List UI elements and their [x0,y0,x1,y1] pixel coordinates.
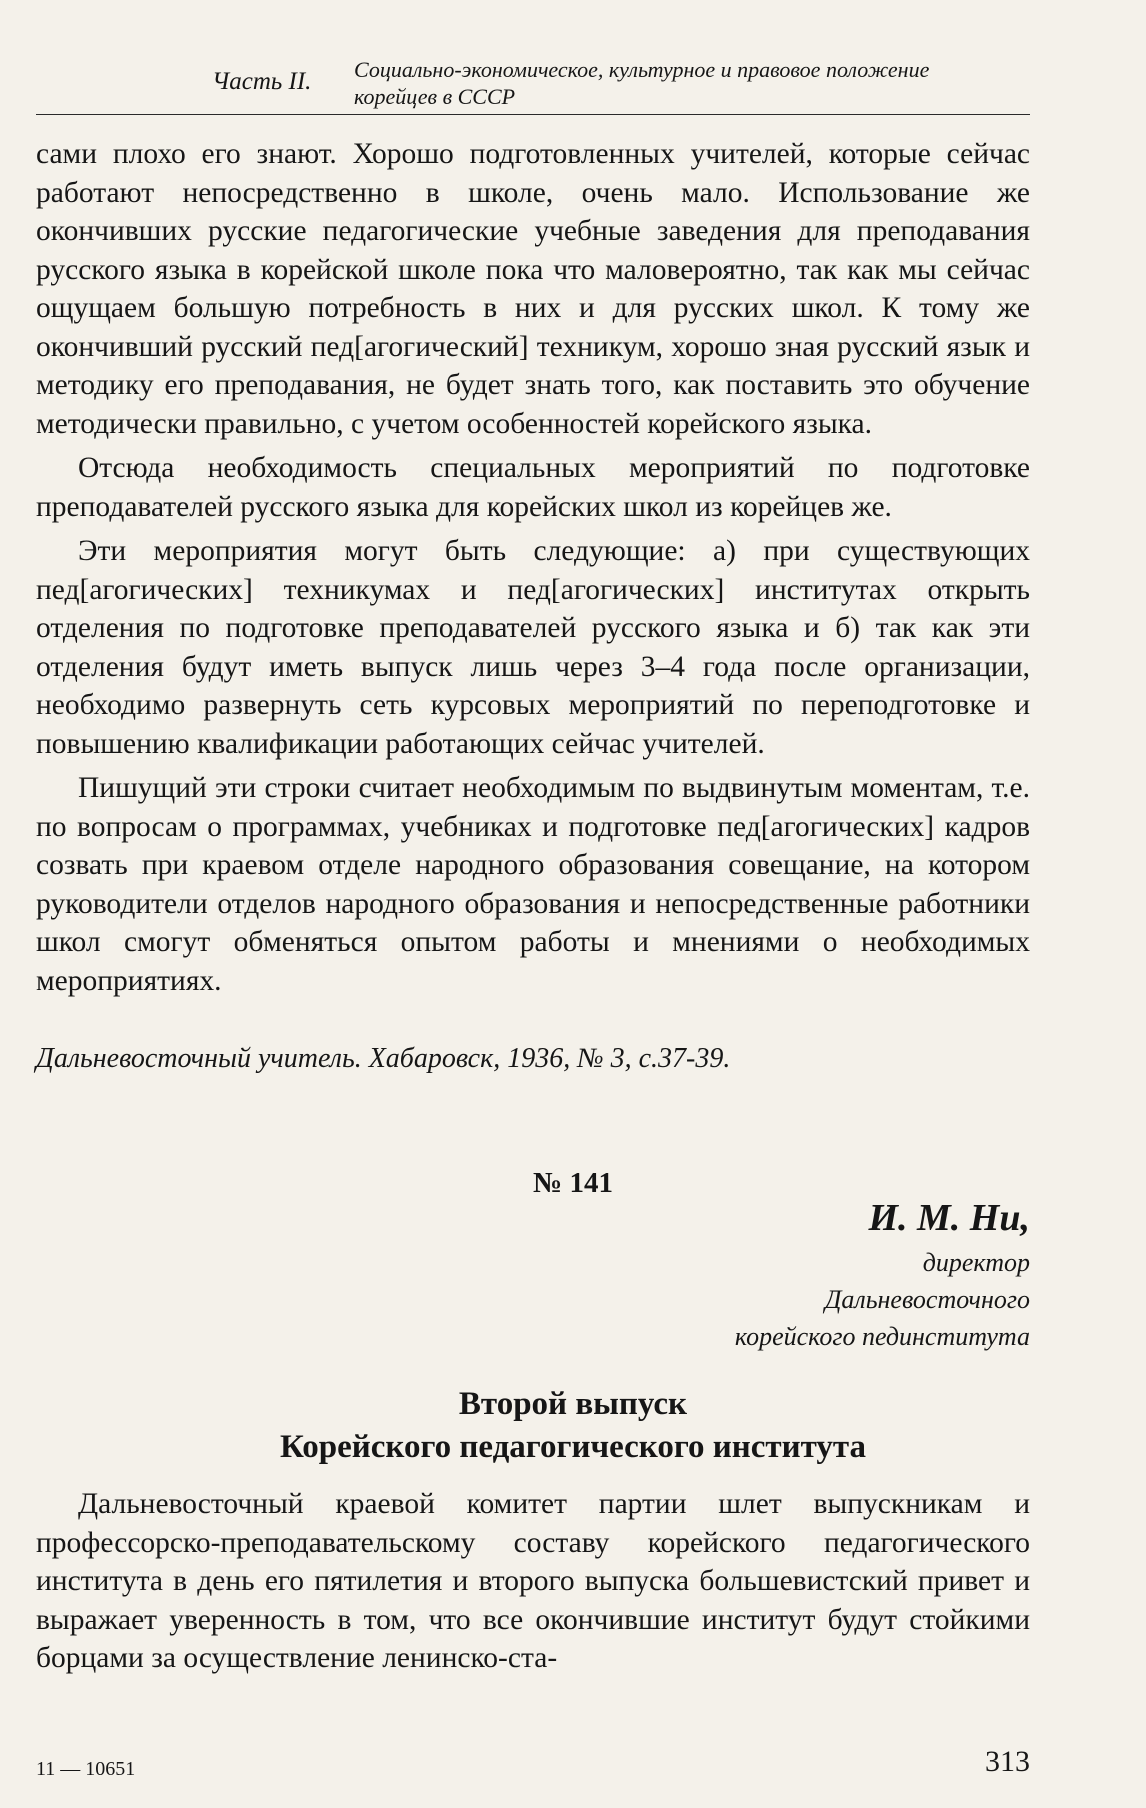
paragraph-4: Пишущий эти строки считает необходимым по выдвинутым моментам, т.е. по вопросам о программах, учебниках и подготовке пед[агогических] кадров созвать при краевом отделе народного образования совещание, на котором руководители отделов народного образования и непосредственные работники школ смогут обменяться опытом работы и мнениями о необходимых мероприятиях. [36,772,1030,997]
running-head-part: Часть II. [212,68,312,95]
section-heading [0,1383,1146,1469]
heading-line1: Второй выпуск [458,1386,688,1422]
signature-title: директор [922,1248,1030,1277]
signature-block [735,1192,1030,1355]
paragraph-3: Эти мероприятия могут быть следующие: а) при существующих пед[агогических] техникумах и пед[агогических] институтах открыть отделения по подготовке преподавателей русского языка и б) так как эти отделения будут иметь выпуск лишь через 3–4 года после организации, необходимо развернуть сеть курсовых мероприятий по переподготовке и повышению квалификации работающих сейчас учителей. [36,535,1030,760]
running-head [36,52,1030,115]
body-text-section2 [36,1485,1030,1678]
paragraph-1: сами плохо его знают. Хорошо подготовленных учителей, которые сейчас работают непосредственно в школе, очень мало. Использование же окончивших русские педагогические учебные заведения для преподавания русского языка в корейской школе пока что маловероятно, так как мы сейчас ощущаем большую потребность в них и для русских школ. К тому же окончивший русский пед[агогический] техникум, хорошо зная русский язык и методику его преподавания, не будет знать того, как поставить это обучение методически правильно, с учетом особенностей корейского языка. [36,138,1030,440]
signature-institution-line2: корейского пединститута [734,1322,1030,1351]
body-text [36,135,1030,1000]
source-citation: Дальневосточный учитель. Хабаровск, 1936, № 3, с.37-39. [36,1043,731,1074]
running-head-title-line1: Социально-экономическое, культурное и правовое положение [354,57,930,82]
signature-name: И. М. Ни, [868,1197,1030,1239]
paragraph-2: Отсюда необходимость специальных мероприятий по подготовке преподавателей русского языка для корейских школ из корейцев же. [36,452,1030,523]
signature-mark: 11 — 10651 [36,1758,136,1780]
page-number: 313 [985,1745,1030,1778]
running-head-title [354,56,929,110]
document-number: № 141 [533,1167,613,1199]
running-head-title-line2: корейцев в СССР [354,84,516,109]
paragraph-section2: Дальневосточный краевой комитет партии шлет выпускникам и профессорско-преподавательскому составу корейского педагогического института в день его пятилетия и второго выпуска большевистский привет и выражает уверенность в том, что все окончившие институт будут стойкими борцами за осуществление ленинско-ста- [36,1488,1030,1674]
signature-institution: Дальневосточного [824,1285,1030,1314]
heading-line2: Корейского педагогического института [279,1429,867,1465]
